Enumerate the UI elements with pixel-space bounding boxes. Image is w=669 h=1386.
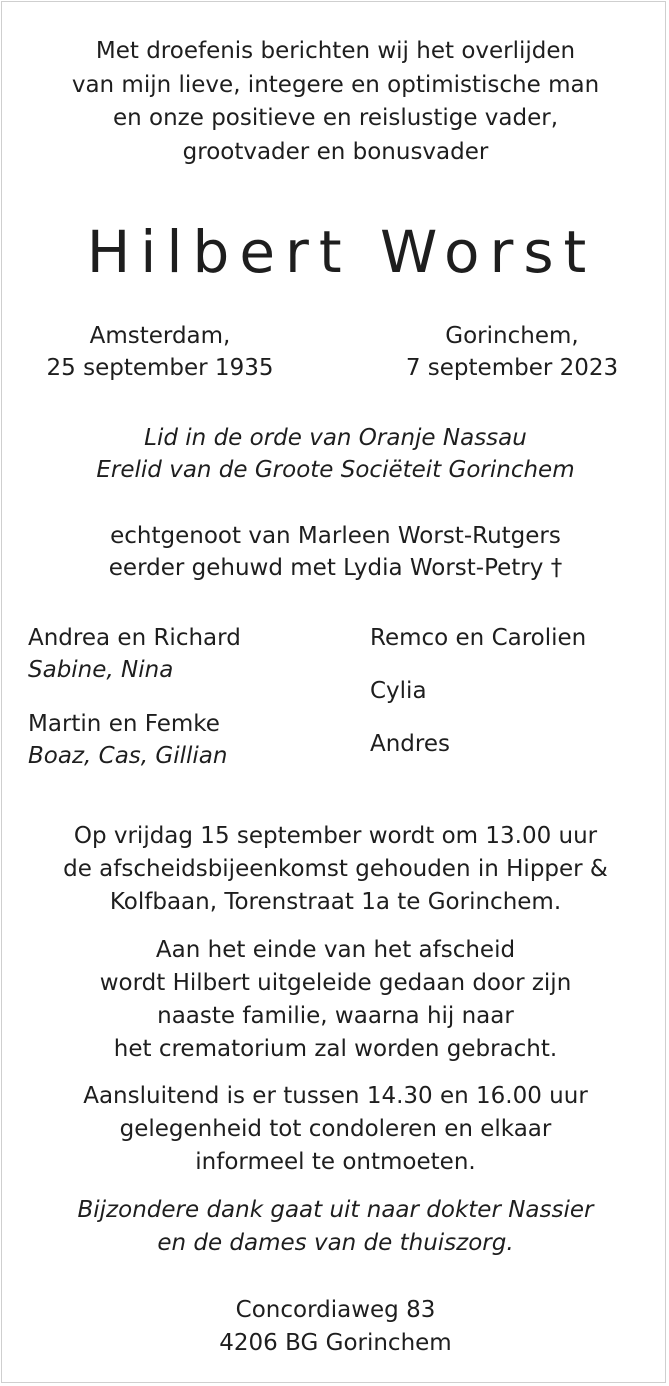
family-member: Andres — [370, 731, 450, 757]
thanks-line: en de dames van de thuiszorg. — [157, 1230, 514, 1256]
deceased-name: Hilbert Worst — [86, 218, 597, 286]
death-place: Gorinchem, — [445, 323, 579, 349]
farewell-details — [2, 934, 669, 1066]
spouse-info — [2, 520, 669, 584]
address-city: 4206 BG Gorinchem — [219, 1330, 452, 1356]
family-children: Sabine, Nina — [28, 657, 174, 683]
birth-date: 25 september 1935 — [46, 355, 274, 381]
obituary-card — [1, 1, 666, 1383]
spouse-line: eerder gehuwd met Lydia Worst-Petry † — [108, 555, 563, 581]
death-info — [362, 320, 662, 384]
family-left-column — [28, 622, 241, 794]
farewell-line: naaste familie, waarna hij naar — [157, 1003, 514, 1029]
farewell-line: Aan het einde van het afscheid — [155, 937, 516, 963]
family-children: Boaz, Cas, Gillian — [28, 743, 228, 769]
condolence-details — [2, 1080, 669, 1179]
service-line: Kolfbaan, Torenstraat 1a te Gorinchem. — [109, 889, 562, 915]
death-date: 7 september 2023 — [405, 355, 619, 381]
service-line: Op vrijdag 15 september wordt om 13.00 uur — [73, 823, 598, 849]
honor-line: Erelid van de Groote Sociëteit Gorinchem — [96, 457, 575, 483]
address — [2, 1294, 669, 1360]
family-member: Remco en Carolien — [370, 625, 587, 651]
intro-line: en onze positieve en reislustige vader, — [112, 105, 559, 131]
farewell-line: wordt Hilbert uitgeleide gedaan door zijn — [99, 970, 572, 996]
intro-line: Met droefenis berichten wij het overlijden — [95, 38, 576, 64]
family-group — [28, 708, 241, 772]
family-member: Cylia — [370, 678, 427, 704]
condolence-line: Aansluitend is er tussen 14.30 en 16.00 uur — [83, 1083, 588, 1109]
birth-info — [10, 320, 310, 384]
thanks-line: Bijzondere dank gaat uit naar dokter Nassier — [77, 1197, 594, 1223]
family-parents: Martin en Femke — [28, 711, 220, 737]
intro-text — [2, 35, 669, 169]
farewell-line: het crematorium zal worden gebracht. — [113, 1036, 558, 1062]
thanks-text — [2, 1194, 669, 1260]
family-right-column — [370, 622, 586, 781]
intro-line: van mijn lieve, integere en optimistische man — [71, 71, 600, 98]
address-street: Concordiaweg 83 — [235, 1297, 436, 1323]
condolence-line: informeel te ontmoeten. — [195, 1149, 476, 1175]
intro-line: grootvader en bonusvader — [182, 138, 489, 165]
honor-line: Lid in de orde van Oranje Nassau — [144, 425, 527, 451]
honors — [2, 422, 669, 486]
service-details — [2, 820, 669, 919]
spouse-line: echtgenoot van Marleen Worst-Rutgers — [110, 523, 561, 549]
birth-place: Amsterdam, — [89, 323, 231, 349]
condolence-line: gelegenheid tot condoleren en elkaar — [119, 1116, 552, 1142]
family-group — [28, 622, 241, 686]
family-parents: Andrea en Richard — [28, 625, 241, 651]
service-line: de afscheidsbijeenkomst gehouden in Hipper & — [63, 856, 608, 882]
